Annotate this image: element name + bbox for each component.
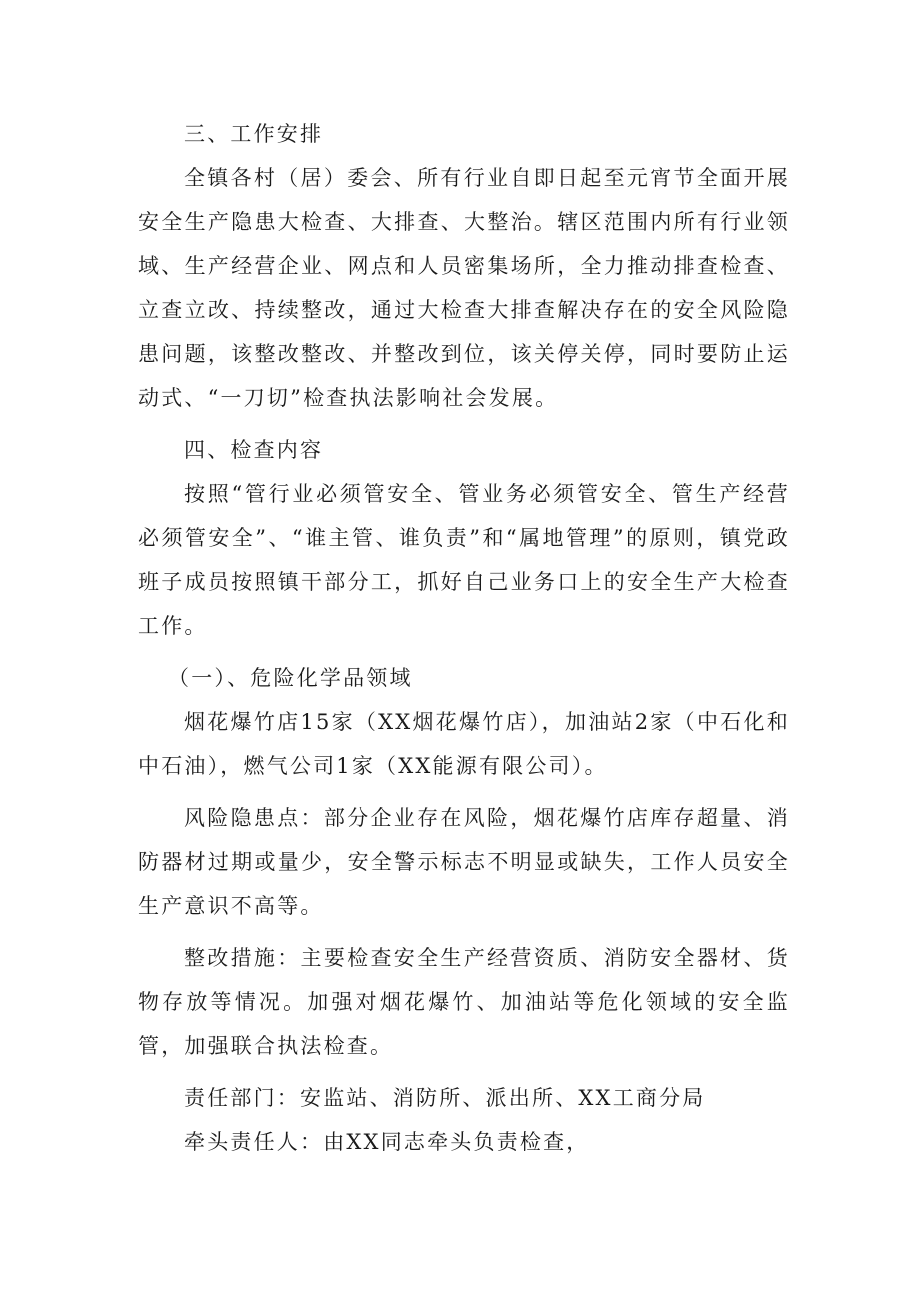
section-heading-work-arrangement: 三、工作安排 bbox=[184, 122, 324, 146]
document-body bbox=[138, 112, 790, 1164]
paragraph-risk-points: 风险隐患点：部分企业存在风险，烟花爆竹店库存超量、消防器材过期或量少，安全警示标志不明显或缺失，工作人员安全生产意识不高等。 bbox=[138, 806, 790, 918]
paragraph-lead-person: 牵头责任人：由XX同志牵头负责检查， bbox=[184, 1130, 590, 1154]
section-heading-inspection-content: 四、检查内容 bbox=[184, 438, 324, 462]
paragraph-facility-counts: 烟花爆竹店15家（XX烟花爆竹店），加油站2家（中石化和中石油），燃气公司1家（XX能源有限公司）。 bbox=[138, 710, 790, 778]
paragraph-work-arrangement: 全镇各村（居）委会、所有行业自即日起至元宵节全面开展安全生产隐患大检查、大排查、大整治。辖区范围内所有行业领域、生产经营企业、网点和人员密集场所，全力推动排查检查、立查立改、持续整改，通过大检查大排查解决存在的安全风险隐患问题，该整改整改、并整改到位，该关停关停，同时要防止运动式、“一刀切”检查执法影响社会发展。 bbox=[138, 166, 790, 410]
paragraph-rectification-measures: 整改措施：主要检查安全生产经营资质、消防安全器材、货物存放等情况。加强对烟花爆竹、加油站等危化领域的安全监管，加强联合执法检查。 bbox=[138, 946, 790, 1058]
subsection-heading-hazardous-chemicals: （一）、危险化学品领域 bbox=[168, 666, 413, 690]
paragraph-responsible-departments: 责任部门：安监站、消防所、派出所、XX工商分局 bbox=[184, 1086, 706, 1110]
paragraph-inspection-content: 按照“管行业必须管安全、管业务必须管安全、管生产经营必须管安全”、“谁主管、谁负责”和“属地管理”的原则，镇党政班子成员按照镇干部分工，抓好自己业务口上的安全生产大检查工作。 bbox=[138, 482, 790, 638]
